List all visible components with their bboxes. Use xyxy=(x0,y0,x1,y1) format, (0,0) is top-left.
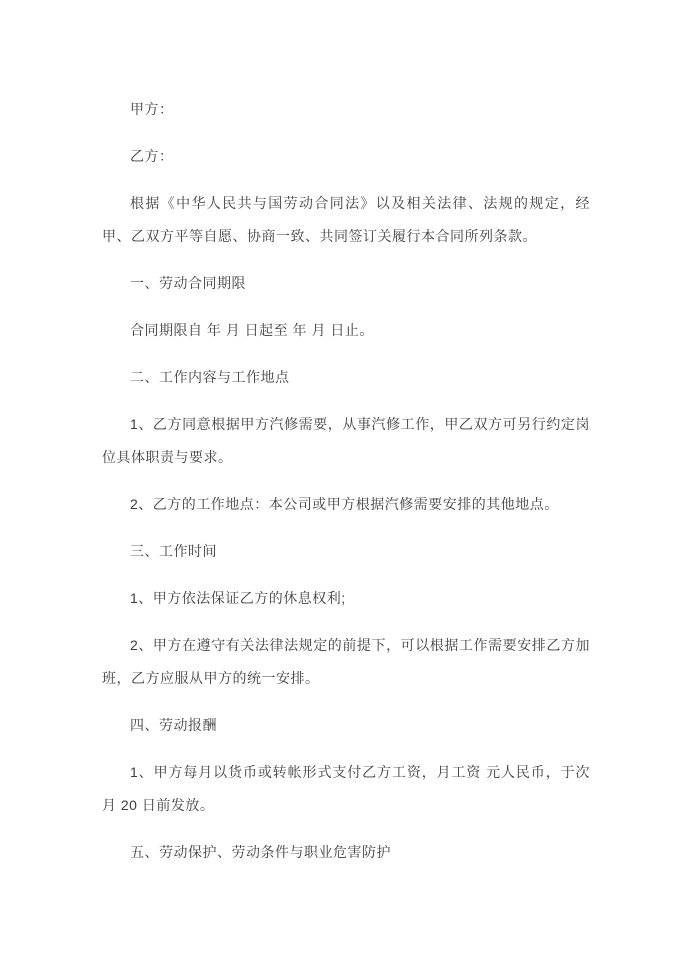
section-2-heading: 二、工作内容与工作地点 xyxy=(130,369,290,385)
section-4-clause-1: 1、甲方每月以货币或转帐形式支付乙方工资，月工资 元人民币，于次月 20 日前发放。 xyxy=(102,764,590,813)
section-2-clause-2: 2、乙方的工作地点：本公司或甲方根据汽修需要安排的其他地点。 xyxy=(130,496,559,512)
party-b-line: 乙方： xyxy=(130,148,174,164)
contract-term-line: 合同期限自 年 月 日起至 年 月 日止。 xyxy=(130,322,374,338)
section-2-clause-1: 1、乙方同意根据甲方汽修需要，从事汽修工作，甲乙双方可另行约定岗位具体职责与要求。 xyxy=(102,416,590,465)
section-5-heading: 五、劳动保护、劳动条件与职业危害防护 xyxy=(130,844,391,860)
party-a-line: 甲方： xyxy=(130,101,174,117)
document-body xyxy=(102,93,590,869)
section-3-clause-2: 2、甲方在遵守有关法律法规定的前提下，可以根据工作需要安排乙方加班，乙方应服从甲方的统一安排。 xyxy=(102,637,590,686)
section-1-heading: 一、劳动合同期限 xyxy=(130,275,246,291)
section-3-heading: 三、工作时间 xyxy=(130,543,217,559)
preamble-paragraph: 根据《中华人民共与国劳动合同法》以及相关法律、法规的规定，经甲、乙双方平等自愿、协商一致、共同签订关履行本合同所列条款。 xyxy=(102,195,590,244)
section-4-heading: 四、劳动报酬 xyxy=(130,717,217,733)
section-3-clause-1: 1、甲方依法保证乙方的休息权利; xyxy=(130,590,346,606)
